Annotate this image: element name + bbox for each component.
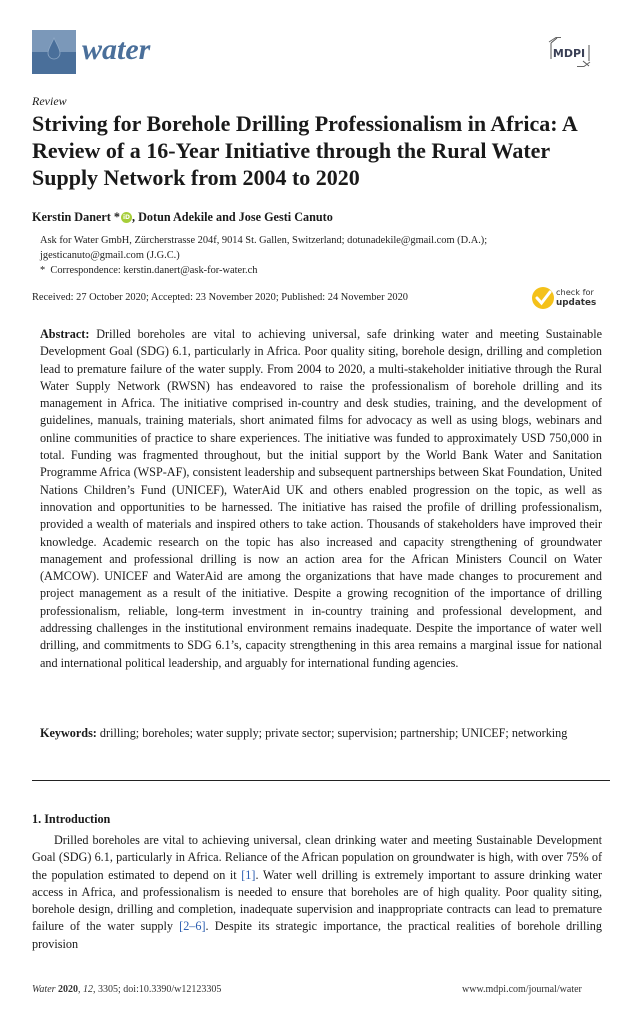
introduction-paragraph: Drilled boreholes are vital to achieving universal, clean drinking water and meeting Sustainable Development Goal (SDG) 6.1, particularly in Africa. Reliance of the African population on groundwater is high, with over 75% of the population estimated to depend on it [1]. Water well drilling is extremely important to assure drinking water access in Africa, and professionalism is needed to ensure that boreholes are of high quality. Poor quality siting, borehole design, drilling and completion, inadequate supervision and inappropriate contracts can lead to premature failure of the water supply [2–6]. Despite its strategic importance, the practical realities of borehole drilling provision bbox=[32, 833, 603, 951]
journal-url-link[interactable]: www.mdpi.com/journal/water bbox=[462, 984, 582, 995]
affiliation-line: Ask for Water GmbH, Zürcherstrasse 204f, 9014 St. Gallen, Switzerland; dotunadekile@gmail.com (D.A.); bbox=[40, 235, 488, 246]
author-list bbox=[32, 209, 333, 225]
citation-link[interactable]: [2–6] bbox=[179, 919, 206, 934]
article-type: Review bbox=[32, 94, 67, 108]
article-title: Striving for Borehole Drilling Professionalism in Africa: A Review of a 16-Year Initiative through the Rural Water Supply Network from 2004 to 2020 bbox=[32, 111, 577, 190]
mdpi-logo-icon bbox=[543, 37, 595, 67]
checkmark-icon bbox=[532, 287, 554, 309]
svg-text:MDPI: MDPI bbox=[552, 47, 586, 60]
author-name[interactable]: Kerstin Danert bbox=[32, 210, 111, 224]
citation-link[interactable]: [1] bbox=[241, 867, 256, 882]
keywords bbox=[40, 725, 602, 742]
keywords-text: drilling; boreholes; water supply; private sector; supervision; partnership; UNICEF; networking bbox=[96, 726, 568, 740]
abstract-label: Abstract: bbox=[40, 327, 90, 341]
affiliations bbox=[40, 233, 600, 278]
orcid-icon[interactable]: iD bbox=[122, 214, 131, 221]
section-heading: 1. Introduction bbox=[32, 812, 111, 826]
correspondence-email[interactable]: Correspondence: kerstin.danert@ask-for-water.ch bbox=[50, 265, 258, 276]
publication-dates: Received: 27 October 2020; Accepted: 23 November 2020; Published: 24 November 2020 bbox=[32, 292, 409, 303]
water-drop-icon bbox=[32, 30, 76, 74]
corresponding-marker: * bbox=[113, 210, 121, 224]
author-names: , Dotun Adekile and Jose Gesti Canuto bbox=[132, 210, 333, 224]
abstract bbox=[40, 326, 602, 672]
correspondence: * Correspondence: kerstin.danert@ask-for-water.ch bbox=[40, 265, 258, 276]
affiliation-line: jgesticanuto@gmail.com (J.G.C.) bbox=[40, 250, 180, 261]
keywords-label: Keywords: bbox=[40, 726, 97, 740]
abstract-text: Drilled boreholes are vital to achieving universal, safe drinking water and meeting Sustainable Development Goal (SDG) 6.1, particularly in Africa. Poor quality siting, borehole design, drilling and completion lead to premature failure of the water supply. From 2004 to 2020, a multi-stakeholder initiative through the Rural Water Supply Network (RWSN) has endeavored to raise the professionalism of borehole drilling and its management in Africa. The initiative comprised in-country and desk studies, training, and the development of guidelines, manuals, training materials, short animated films for advocacy as well as using blogs, webinars and online communities of practice to share experiences. The initiative was funded to approximately USD 750,000 in total. Funding was fragmented throughout, but the initial support by the World Bank Water and Sanitation Programme Africa (WSP-AF), consistent leadership and subsequent partnerships between Skat Foundation, United Nations Children’s Fund (UNICEF), WaterAid UK and others enabled progression on the topic, as well as innovation and opportunities to be harnessed. The initiative has raised the profile of drilling professionalism, provided a wealth of materials and inspired others to take action. Thousands of stakeholders have improved their knowledge. Academic research on the topic has also increased and capacity strengthening of groundwater management and professional drilling is now an action area for the African Ministers Council on Water (AMCOW). UNICEF and WaterAid are among the organizations that have made changes to procurement and project management as a result of the initiative. Despite a growing recognition of the importance of drilling professionalism, reliable, long-term investment in in-country training and professional development, and addressing challenges in the institutional environment remains inadequate. Despite the importance of water well drilling, and commitments to SDG 6.1’s, capacity strengthening in this area remains a marginal issue for national and international political leadership, and arguably for international funding agencies. bbox=[40, 327, 602, 670]
journal-logo-icon bbox=[32, 30, 76, 74]
check-for-updates-button[interactable]: check for updates bbox=[532, 285, 602, 313]
journal-name: water bbox=[82, 33, 151, 66]
divider bbox=[32, 780, 610, 781]
footer-citation: Water 2020, 12, 3305; doi:10.3390/w12123305 bbox=[32, 984, 222, 995]
